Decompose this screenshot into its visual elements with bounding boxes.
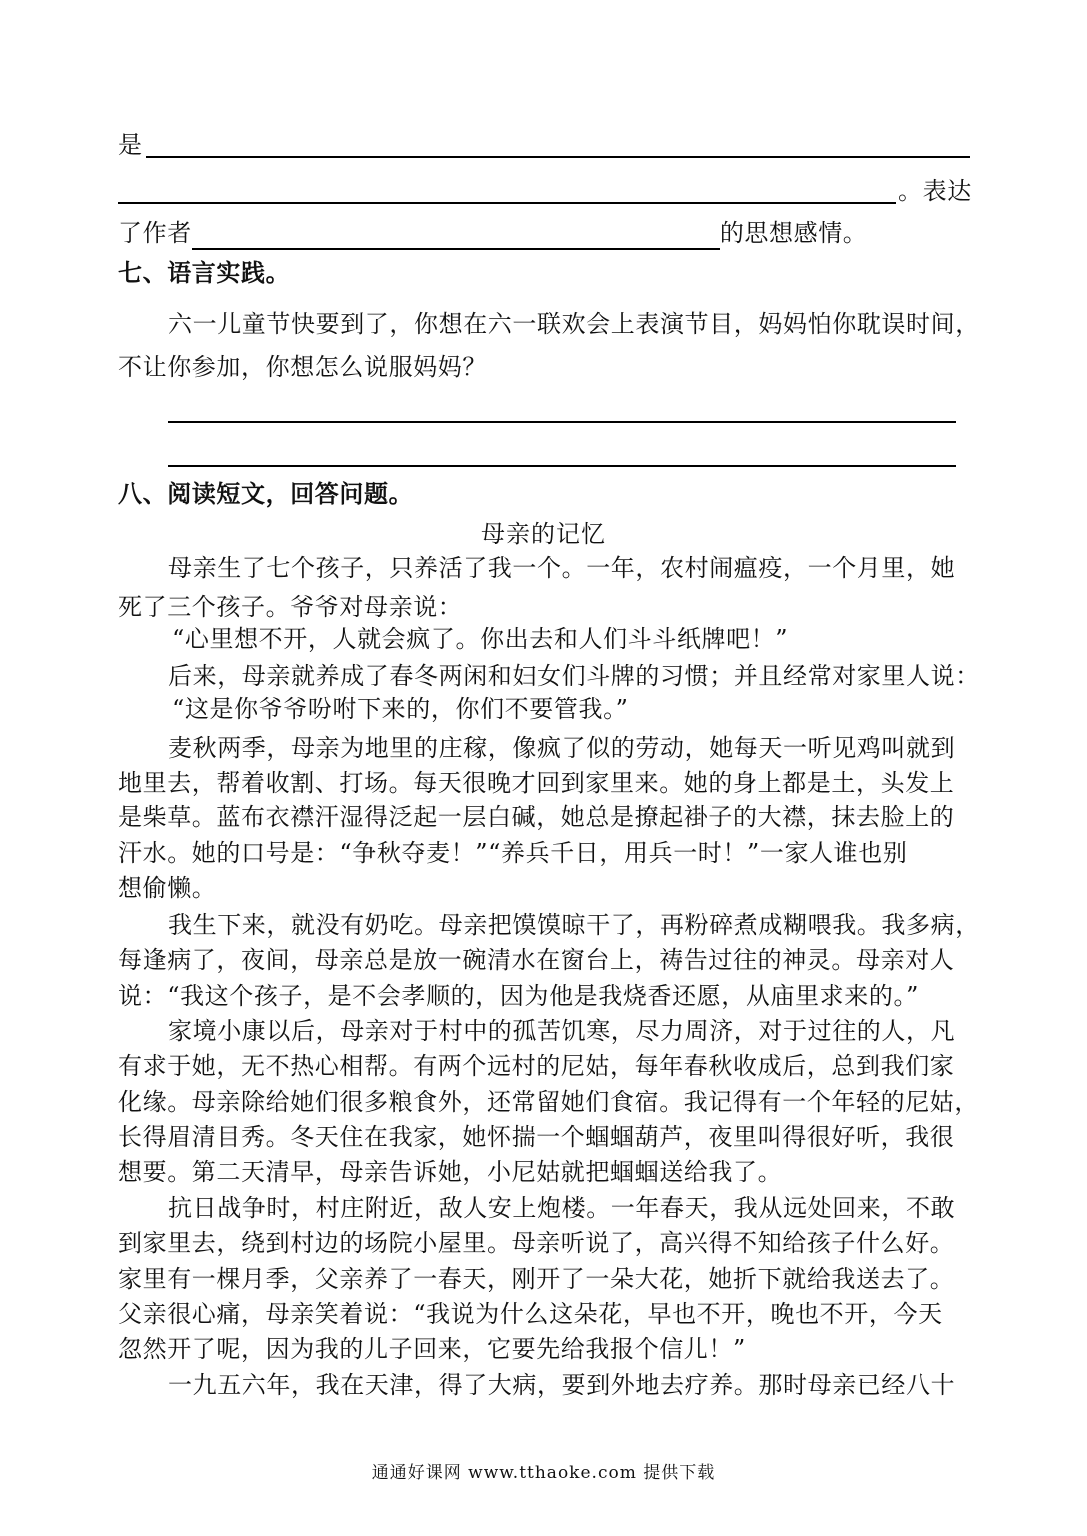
article-line: 汗水。她的口号是：“争秋夺麦！”“养兵千日，用兵一时！”一家人谁也别	[118, 839, 908, 867]
article-line: “这是你爷爷吩咐下来的，你们不要管我。”	[172, 695, 629, 723]
section-7-heading: 七、语言实践。	[118, 259, 291, 287]
article-line: 母亲生了七个孩子，只养活了我一个。一年，农村闹瘟疫，一个月里，她	[168, 554, 956, 582]
article-line: “心里想不开，人就会疯了。你出去和人们斗斗纸牌吧！”	[172, 625, 789, 653]
article-line: 每逢病了，夜间，母亲总是放一碗清水在窗台上，祷告过往的神灵。母亲对人	[118, 946, 955, 974]
page-footer: 通通好课网 www.tthaoke.com 提供下载	[371, 1463, 716, 1483]
blank-line-3	[118, 216, 970, 250]
article-line: 家境小康以后，母亲对于村中的孤苦饥寒，尽力周济，对于过往的人，凡	[168, 1017, 956, 1045]
article-line: 地里去，帮着收割、打场。每天很晚才回到家里来。她的身上都是土，头发上	[118, 769, 955, 797]
answer-line-2[interactable]	[168, 465, 956, 467]
article-line: 家里有一棵月季，父亲养了一春天，刚开了一朵大花，她折下就给我送去了。	[118, 1265, 955, 1293]
article-title: 母亲的记忆	[481, 520, 606, 548]
section-8-heading: 八、阅读短文，回答问题。	[118, 480, 414, 508]
answer-blank-2[interactable]	[118, 202, 896, 204]
article-line: 后来，母亲就养成了春冬两闲和妇女们斗牌的习惯；并且经常对家里人说：	[168, 662, 980, 690]
article-line: 化缘。母亲除给她们很多粮食外，还常留她们食宿。我记得有一个年轻的尼姑，	[118, 1088, 979, 1116]
answer-blank-3[interactable]	[192, 224, 720, 250]
article-line: 抗日战争时，村庄附近，敌人安上炮楼。一年春天，我从远处回来，不敢	[168, 1194, 956, 1222]
article-line: 父亲很心痛，母亲笑着说：“我说为什么这朵花，早也不开，晚也不开，今天	[118, 1300, 943, 1328]
article-line: 是柴草。蓝布衣襟汗湿得泛起一层白碱，她总是撩起褂子的大襟，抹去脸上的	[118, 803, 955, 831]
article-line: 死了三个孩子。爷爷对母亲说：	[118, 593, 463, 621]
article-line: 想要。第二天清早，母亲告诉她，小尼姑就把蝈蝈送给我了。	[118, 1158, 783, 1186]
blank-line-3-suffix: 的思想感情。	[719, 219, 868, 247]
article-line: 说：“我这个孩子，是不会孝顺的，因为他是我烧香还愿，从庙里求来的。”	[118, 982, 919, 1010]
blank-line-2-suffix: 。表达	[898, 177, 972, 205]
article-line: 想偷懒。	[118, 874, 217, 902]
article-line: 长得眉清目秀。冬天住在我家，她怀揣一个蝈蝈葫芦，夜里叫得很好听，我很	[118, 1123, 955, 1151]
article-line: 麦秋两季，母亲为地里的庄稼，像疯了似的劳动，她每天一听见鸡叫就到	[168, 734, 956, 762]
article-line: 到家里去，绕到村边的场院小屋里。母亲听说了，高兴得不知给孩子什么好。	[118, 1229, 955, 1257]
answer-line-1[interactable]	[168, 421, 956, 423]
blank-line-3-prefix: 了作者	[118, 219, 192, 247]
article-line: 一九五六年，我在天津，得了大病，要到外地去疗养。那时母亲已经八十	[168, 1371, 956, 1399]
article-line: 有求于她，无不热心相帮。有两个远村的尼姑，每年春秋收成后，总到我们家	[118, 1052, 955, 1080]
article-line: 忽然开了呢，因为我的儿子回来，它要先给我报个信儿！”	[118, 1335, 746, 1363]
article-line: 我生下来，就没有奶吃。母亲把馍馍晾干了，再粉碎煮成糊喂我。我多病，	[168, 911, 980, 939]
section-7-prompt-line-2: 不让你参加，你想怎么说服妈妈？	[118, 353, 487, 381]
blank-line-1-prefix: 是	[118, 131, 143, 159]
section-7-prompt-line-1: 六一儿童节快要到了，你想在六一联欢会上表演节目，妈妈怕你耽误时间，	[168, 310, 980, 338]
answer-blank-1[interactable]	[146, 156, 970, 158]
